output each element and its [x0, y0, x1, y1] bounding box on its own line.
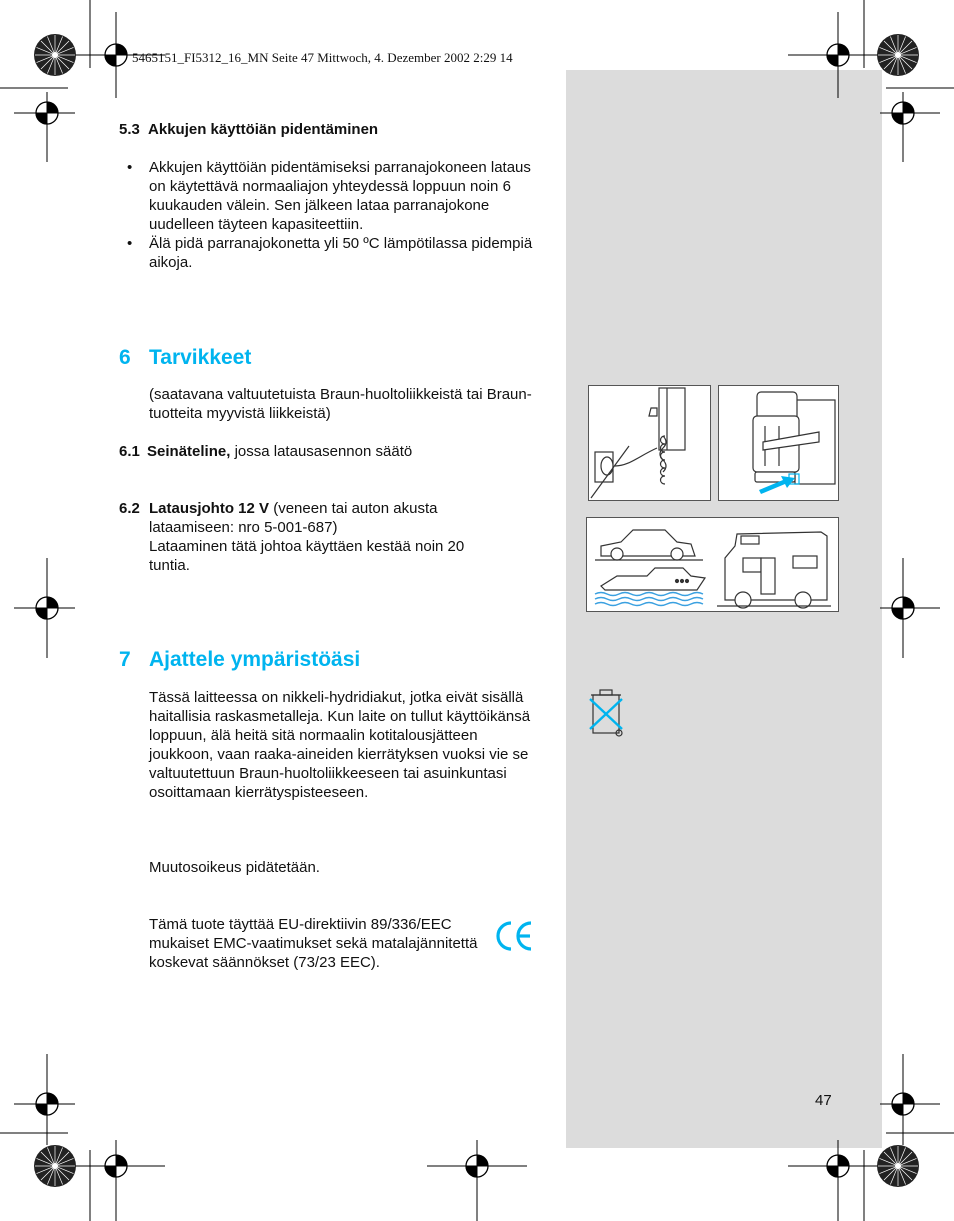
chapter-number: 6 — [119, 346, 131, 369]
item-6-1 — [119, 442, 539, 461]
wall-holder-illustration — [589, 386, 710, 500]
chapter-6-intro: (saatavana valtuutetuista Braun-huoltoliikkeistä tai Braun-tuotteita myyvistä liikkeistä) — [149, 386, 532, 422]
eu-compliance-text: Tämä tuote täyttää EU-direktiivin 89/336/EEC mukaiset EMC-vaatimukset sekä matalajännitettä koskevat säännökset (73/23 EEC). — [149, 916, 478, 971]
print-info: 5465151_FI5312_16_MN Seite 47 Mittwoch, 4. Dezember 2002 2:29 14 — [132, 50, 513, 65]
list-item: • Akkujen käyttöiän pidentämiseksi parranajokoneen lataus on käytettävä normaaliajon yhteydessä loppuun noin 6 kuukauden välein. Sen jälkeen lataa parranajokone uudelleen täyteen kapasiteettiin. — [119, 158, 539, 234]
item-text: (veneen tai auton akusta lataamiseen: nro 5-001-687) — [149, 500, 438, 536]
chapter-title: Ajattele ympäristöäsi — [149, 648, 361, 671]
item-text: jossa latausasennon säätö — [230, 443, 413, 460]
bullet-list — [119, 158, 539, 272]
page-number: 47 — [815, 1092, 832, 1109]
item-6-2-note: Lataaminen tätä johtoa käyttäen kestää noin 20 tuntia. — [149, 538, 465, 574]
item-label: Latausjohto 12 V — [149, 500, 270, 517]
chapter-title: Tarvikkeet — [149, 346, 252, 369]
ce-mark-icon — [494, 919, 534, 953]
section-number: 5.3 — [119, 121, 140, 138]
section-5-3-heading — [119, 121, 539, 138]
figure-wall-holder — [588, 385, 711, 501]
chapter-7-heading — [119, 648, 360, 672]
chapter-6-heading — [119, 346, 251, 370]
reservation-note: Muutosoikeus pidätetään. — [149, 859, 320, 876]
shaver-illustration — [719, 386, 838, 500]
figure-shaver-in-holder — [718, 385, 839, 501]
item-6-2 — [149, 499, 494, 537]
figure-vehicles — [586, 517, 839, 612]
crossed-bin-icon — [588, 687, 626, 739]
item-6-2-number: 6.2 — [119, 500, 140, 517]
item-number: 6.1 — [119, 443, 140, 460]
vehicles-illustration — [587, 518, 838, 611]
environment-paragraph: Tässä laitteessa on nikkeli-hydridiakut, jotka eivät sisällä haitallisia raskasmetalleja. Kun laite on tullut käyttöikänsä loppuun, älä heitä sitä normaalin kotitalousjätteen joukkoon, vaan raaka-aineiden kierrätyksen vuoksi vie se valtuutettuun Braun-huoltoliikkeeseen tai asuinkuntasi osoittamaan kierrätyspisteeseen. — [149, 689, 531, 801]
section-title: Akkujen käyttöiän pidentäminen — [148, 121, 379, 138]
chapter-number: 7 — [119, 648, 131, 671]
item-label: Seinäteline, — [147, 443, 231, 460]
list-item: • Älä pidä parranajokonetta yli 50 ºC lämpötilassa pidempiä aikoja. — [119, 234, 539, 272]
